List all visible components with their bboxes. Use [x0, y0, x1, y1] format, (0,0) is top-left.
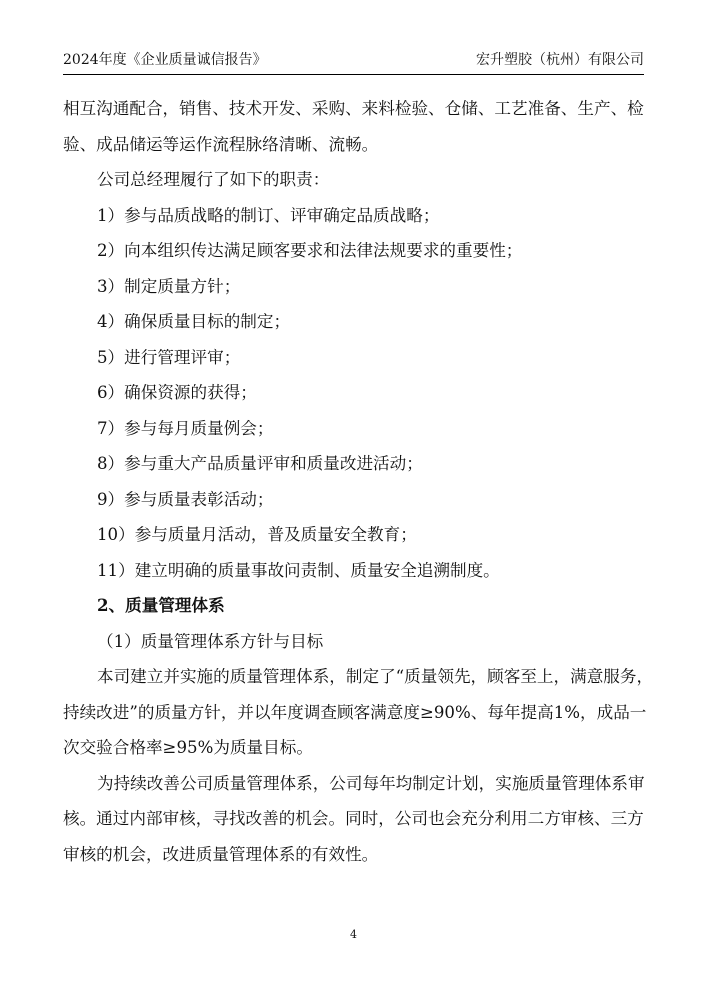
- paragraph-line: 持续改进”的质量方针，并以年度调查顾客满意度≥90%、每年提高1%，成品一: [63, 702, 647, 722]
- paragraph-line: 10）参与质量月活动，普及质量安全教育；: [97, 525, 417, 544]
- paragraph-line: 1）参与品质战略的制订、评审确定品质战略；: [97, 205, 440, 225]
- paragraph-line: （1）质量管理体系方针与目标: [97, 631, 324, 651]
- paragraph-line: 11）建立明确的质量事故问责制、质量安全追溯制度。: [97, 560, 500, 580]
- paragraph-line: 本司建立并实施的质量管理体系，制定了“质量领先，顾客至上，满意服务，: [97, 667, 654, 686]
- paragraph-line: 为持续改善公司质量管理体系，公司每年均制定计划，实施质量管理体系审: [97, 773, 645, 793]
- section-heading: 2、质量管理体系: [97, 595, 225, 615]
- paragraph-line: 8）参与重大产品质量评审和质量改进活动；: [97, 454, 423, 473]
- paragraph-line: 次交验合格率≥95%为质量目标。: [63, 738, 313, 757]
- paragraph-line: 公司总经理履行了如下的职责：: [97, 170, 330, 189]
- paragraph-line: 5）进行管理评审；: [97, 347, 241, 367]
- paragraph-line: 4）确保质量目标的制定；: [97, 312, 291, 331]
- paragraph-line: 2）向本组织传达满足顾客要求和法律法规要求的重要性；: [97, 241, 523, 260]
- paragraph-line: 审核的机会，改进质量管理体系的有效性。: [63, 844, 379, 864]
- paragraph-line: 相互沟通配合，销售、技术开发、采购、来料检验、仓储、工艺准备、生产、检: [63, 99, 644, 118]
- paragraph-line: 核。通过内部审核，寻找改善的机会。同时，公司也会充分利用二方审核、三方: [63, 809, 644, 828]
- paragraph-line: 9）参与质量表彰活动；: [97, 489, 274, 509]
- header-company-name: 宏升塑胶（杭州）有限公司: [476, 52, 644, 68]
- paragraph-line: 6）确保资源的获得；: [97, 383, 257, 402]
- paragraph-line: 验、成品储运等运作流程脉络清晰、流畅。: [63, 134, 379, 154]
- header-report-title: 2024年度《企业质量诚信报告》: [63, 52, 267, 68]
- paragraph-line: 7）参与每月质量例会；: [97, 418, 274, 438]
- page-number: 4: [350, 928, 357, 941]
- paragraph-line: 3）制定质量方针；: [97, 276, 241, 296]
- document-body: [63, 91, 654, 872]
- page-header: [63, 50, 644, 75]
